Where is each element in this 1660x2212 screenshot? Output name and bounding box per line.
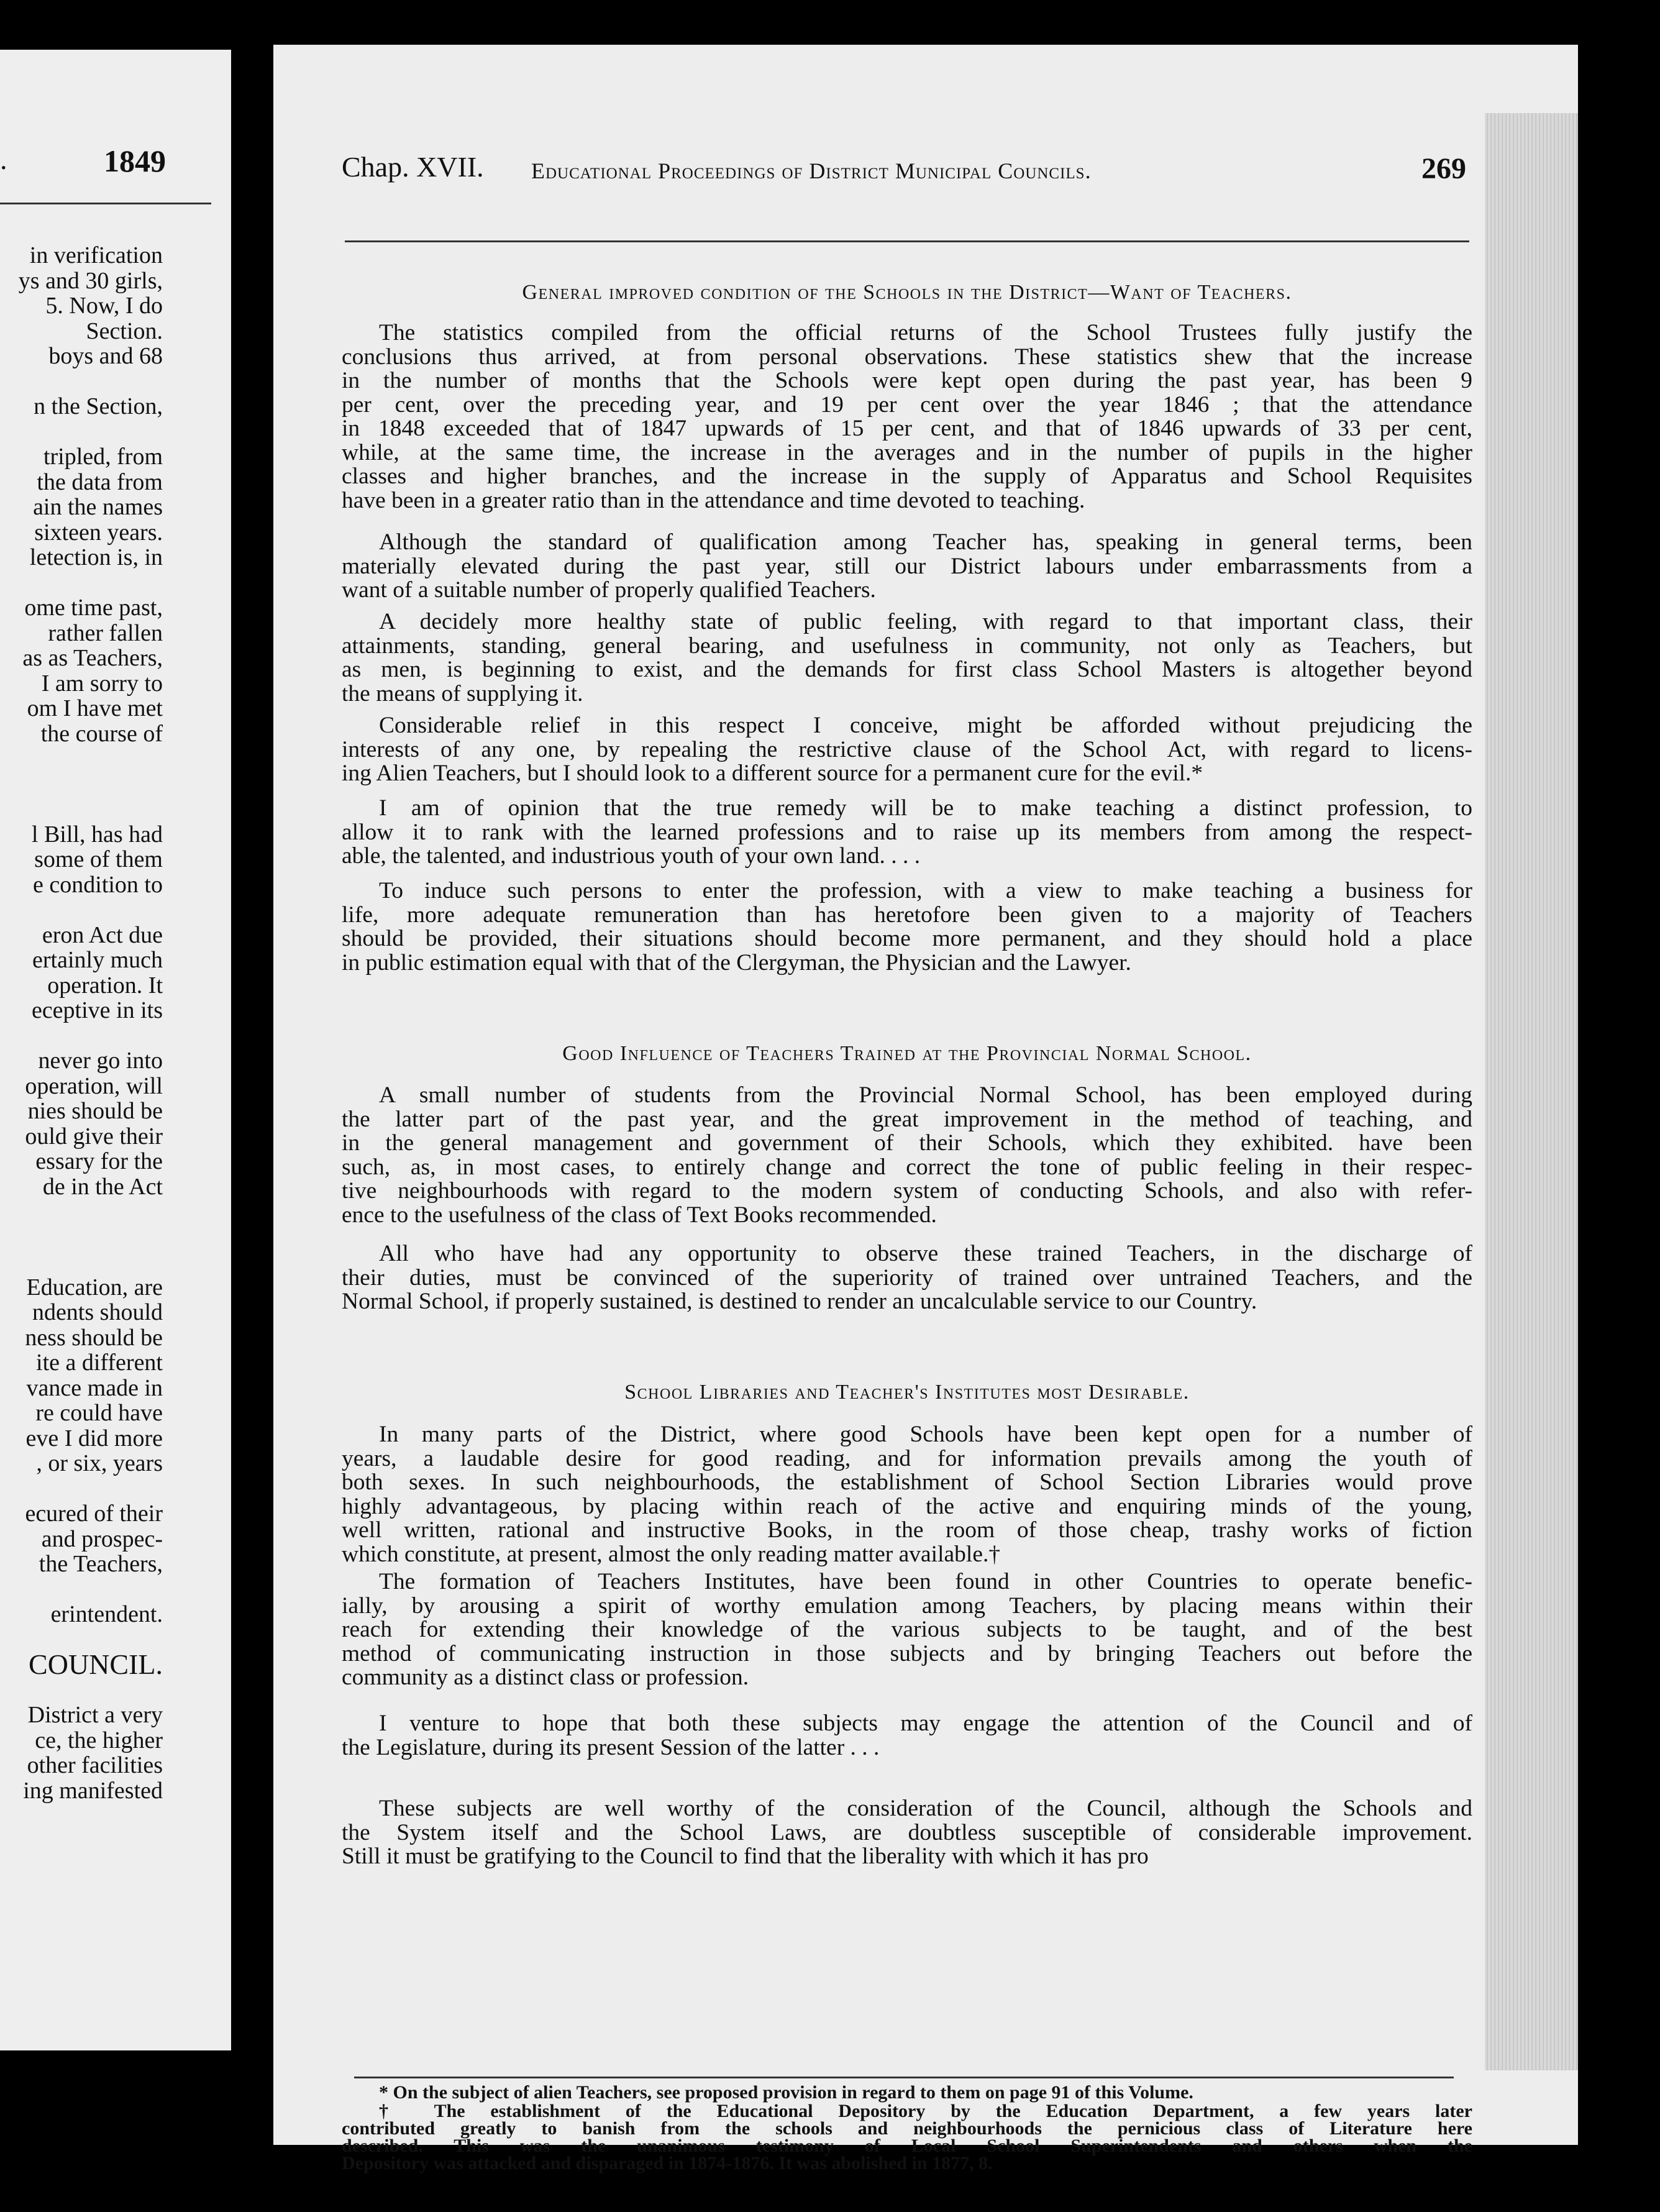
right-page — [273, 45, 1578, 2173]
paragraph — [342, 1570, 1472, 1690]
left-text-line: the course of — [40, 720, 163, 747]
paragraph-line: A decidely more healthy state of public feeling, with regard to that important class, their — [379, 609, 1472, 634]
footnote-rule — [354, 2077, 1454, 2078]
left-text-line: eve I did more — [25, 1425, 163, 1451]
left-text-line: ecured of their — [25, 1501, 163, 1527]
paragraph-line: reach for extending their knowledge of the various subjects to be taught, and of the best — [342, 1617, 1472, 1642]
paragraph — [342, 610, 1472, 706]
left-text-line: e condition to — [33, 871, 163, 898]
section-heading: Good Influence of Teachers Trained at the Provincial Normal School. — [562, 1042, 1252, 1065]
left-text-line: essary for the — [35, 1148, 163, 1174]
paragraph-line: Considerable relief in this respect I conceive, might be afforded without prejudicing the — [379, 713, 1472, 738]
left-text-line: ys and 30 girls, — [18, 267, 163, 294]
left-text-line: I am sorry to — [41, 670, 163, 697]
footnote-line: contributed greatly to banish from the schools and neighbourhoods the pernicious class of Literature here — [342, 2118, 1472, 2139]
paragraph-line: tive neighbourhoods with regard to the modern system of conducting Schools, and also with refer- — [342, 1178, 1472, 1204]
paragraph-line: years, a laudable desire for good reading, and for information prevails among the youth of — [342, 1445, 1472, 1471]
paragraph-line: have been in a greater ratio than in the attendance and time devoted to teaching. — [342, 487, 1085, 513]
paragraph-line: in the general management and government of their Schools, which they exhibited. have been — [342, 1130, 1472, 1156]
paragraph — [342, 879, 1472, 975]
paragraph-line: The formation of Teachers Institutes, have been found in other Countries to operate benefic- — [379, 1569, 1472, 1594]
left-text-line: ness should be — [25, 1324, 163, 1351]
paragraph-line: such, as, in most cases, to entirely change and correct the tone of public feeling in their respec- — [342, 1154, 1472, 1180]
left-text-line: Section. — [86, 318, 163, 344]
footnote-line: Depository was attacked and disparaged in 1874-1876. It was abolished in 1877, 8. — [342, 2153, 993, 2173]
page-edges — [1485, 113, 1578, 2070]
left-text-line: nies should be — [27, 1098, 163, 1124]
left-text-line: 5. Now, I do — [45, 293, 163, 319]
paragraph-line: able, the talented, and industrious youth of your own land. . . . — [342, 843, 921, 869]
left-text-line: n the Section, — [34, 393, 163, 419]
left-text-line: the Teachers, — [39, 1551, 163, 1577]
paragraph-line: I venture to hope that both these subjects may engage the attention of the Council and of — [379, 1711, 1472, 1736]
footnote-line: * On the subject of alien Teachers, see proposed provision in regard to them on page 91 of this Volume. — [379, 2082, 1193, 2103]
left-text-line: some of them — [34, 846, 163, 872]
footnote-line: † The establishment of the Educational Depository by the Education Department, a few years later — [379, 2101, 1472, 2121]
left-text-line: never go into — [38, 1048, 163, 1074]
paragraph-line: the System itself and the School Laws, are doubtless susceptible of considerable improvement. — [342, 1819, 1472, 1845]
paragraph-line: The statistics compiled from the official returns of the School Trustees fully justify the — [379, 320, 1472, 345]
left-text-line: operation, will — [25, 1072, 163, 1099]
paragraph — [342, 1423, 1472, 1566]
paragraph — [342, 714, 1472, 786]
section-heading: School Libraries and Teacher's Institutes most Desirable. — [624, 1381, 1190, 1404]
left-text-line: om I have met — [27, 695, 163, 721]
paragraph-line: These subjects are well worthy of the consideration of the Council, although the Schools and — [379, 1796, 1472, 1821]
paragraph-line: as men, is beginning to exist, and the demands for first class School Masters is altogether beyond — [342, 657, 1472, 682]
paragraph-line: their duties, must be convinced of the superiority of trained over untrained Teachers, and the — [342, 1264, 1472, 1291]
left-text-line: ite a different — [36, 1350, 163, 1376]
left-text-line: in verification — [29, 242, 163, 268]
paragraph-line: A small number of students from the Provincial Normal School, has been employed during — [379, 1082, 1472, 1108]
paragraph-line: ence to the usefulness of the class of Text Books recommended. — [342, 1202, 937, 1228]
page-number: 269 — [1421, 152, 1466, 185]
paragraph-line: in public estimation equal with that of the Clergyman, the Physician and the Lawyer. — [342, 949, 1131, 976]
paragraph-line: which constitute, at present, almost the only reading matter available.† — [342, 1541, 1001, 1567]
paragraph-line: In many parts of the District, where good Schools have been kept open for a number of — [379, 1422, 1472, 1447]
footnote — [342, 2103, 1472, 2172]
left-text-line: erintendent. — [50, 1601, 163, 1627]
paragraph-line: while, at the same time, the increase in the averages and in the number of pupils in the higher — [342, 439, 1472, 465]
paragraph-line: ially, by arousing a spirit of worthy emulation among Teachers, by placing means within their — [342, 1593, 1472, 1619]
left-text-line: ndents should — [32, 1299, 163, 1325]
left-text-line: District a very — [27, 1702, 163, 1728]
running-title: Educational Proceedings of District Municipal Councils. — [531, 158, 1092, 183]
paragraph — [342, 1242, 1472, 1314]
left-text-line: ome time past, — [24, 595, 163, 621]
paragraph-line: All who have had any opportunity to observe these trained Teachers, in the discharge of — [379, 1241, 1472, 1266]
footnote-line: described. This was the unanimous testimony of Local School Superintendents and others when the — [342, 2136, 1472, 2156]
paragraph-line: conclusions thus arrived, at from personal observations. These statistics shew that the increase — [342, 344, 1472, 370]
paragraph — [342, 1084, 1472, 1227]
paragraph — [342, 1712, 1472, 1760]
book-gutter — [231, 0, 275, 2212]
left-text-line: ain the names — [33, 494, 163, 520]
left-text-line: ce, the higher — [35, 1727, 163, 1753]
paragraph-line: both sexes. In such neighbourhoods, the establishment of School Section Libraries would prove — [342, 1469, 1472, 1495]
left-text-line: rather fallen — [48, 619, 163, 646]
paragraph-line: community as a distinct class or profession. — [342, 1665, 749, 1690]
paragraph-line: attainments, standing, general bearing, and usefulness in community, not only as Teachers, but — [342, 633, 1472, 659]
paragraph-line: well written, rational and instructive Books, in the room of those cheap, trashy works of fiction — [342, 1517, 1472, 1543]
left-text-line: boys and 68 — [48, 343, 163, 369]
paragraph — [342, 797, 1472, 869]
left-text-line: letection is, in — [29, 544, 163, 570]
left-text-line: ing manifested — [23, 1777, 163, 1804]
left-text-line: l Bill, has had — [31, 821, 163, 848]
left-text-line: eceptive in its — [31, 997, 163, 1023]
paragraph-line: To induce such persons to enter the profession, with a view to make teaching a business for — [379, 878, 1472, 903]
left-text-line: as as Teachers, — [22, 645, 163, 671]
left-text-line: ould give their — [25, 1123, 163, 1149]
paragraph — [342, 321, 1472, 513]
paragraph-line: Still it must be gratifying to the Council to find that the liberality with which it has pro — [342, 1844, 1149, 1869]
left-text-line: , or six, years — [36, 1450, 163, 1476]
paragraph-line: highly advantageous, by placing within reach of the active and enquiring minds of the young, — [342, 1493, 1472, 1519]
footnote — [342, 2084, 1472, 2101]
left-header-year: 1849 — [104, 144, 166, 178]
chapter-label: Chap. XVII. — [342, 151, 484, 183]
running-header — [342, 150, 1472, 194]
paragraph-line: interests of any one, by repealing the restrictive clause of the School Act, with regard to licens- — [342, 736, 1472, 762]
left-text-line: and prospec- — [41, 1525, 163, 1552]
paragraph-line: in 1848 exceeded that of 1847 upwards of 15 per cent, and that of 1846 upwards of 33 per cent, — [342, 416, 1472, 441]
paragraph-line: allow it to rank with the learned professions and to raise up its members from among the respect- — [342, 819, 1472, 845]
left-text-line: Education, are — [26, 1274, 163, 1300]
header-rule — [345, 240, 1469, 242]
left-text-line: the data from — [37, 468, 163, 495]
paragraph-line: classes and higher branches, and the increase in the supply of Apparatus and School Requisites — [342, 464, 1472, 489]
left-text-line: COUNCIL. — [29, 1648, 163, 1680]
paragraph — [342, 1797, 1472, 1869]
paragraph-line: per cent, over the preceding year, and 19 per cent over the year 1846 ; that the attendance — [342, 391, 1472, 418]
paragraph-line: the latter part of the past year, and the great improvement in the method of teaching, and — [342, 1106, 1472, 1132]
left-header-rule — [0, 203, 211, 204]
left-text-line: operation. It — [47, 972, 163, 999]
paragraph-line: Normal School, if properly sustained, is destined to render an uncalculable service to our Country. — [342, 1289, 1257, 1314]
left-text-line: ertainly much — [32, 947, 163, 973]
paragraph-line: in the number of months that the Schools were kept open during the past year, has been 9 — [342, 368, 1472, 393]
paragraph-line: should be provided, their situations should become more permanent, and they should hold a place — [342, 926, 1472, 951]
section-heading: General improved condition of the Schools in the District—Want of Teachers. — [522, 281, 1292, 304]
left-text-line: sixteen years. — [34, 519, 163, 546]
left-text-line: vance made in — [26, 1374, 163, 1401]
paragraph — [342, 531, 1472, 603]
paragraph-line: the Legislature, during its present Session of the latter . . . — [342, 1734, 880, 1760]
paragraph-line: I am of opinion that the true remedy will be to make teaching a distinct profession, to — [379, 795, 1472, 821]
left-text-line: tripled, from — [43, 444, 163, 470]
paragraph-line: Although the standard of qualification among Teacher has, speaking in general terms, been — [379, 529, 1472, 555]
paragraph-line: life, more adequate remuneration than has heretofore been given to a majority of Teachers — [342, 902, 1472, 928]
left-text-line: de in the Act — [42, 1173, 163, 1200]
paragraph-line: want of a suitable number of properly qualified Teachers. — [342, 577, 876, 603]
paragraph-line: the means of supplying it. — [342, 680, 583, 706]
left-text-line: re could have — [35, 1400, 163, 1426]
paragraph-line: ing Alien Teachers, but I should look to a different source for a permanent cure for the evil.* — [342, 761, 1203, 786]
left-text-line: eron Act due — [42, 921, 163, 948]
left-header-fragment: . — [0, 144, 7, 175]
left-page — [0, 50, 231, 2050]
paragraph-line: method of communicating instruction in those subjects and by bringing Teachers out before the — [342, 1640, 1472, 1666]
paragraph-line: materially elevated during the past year, still our District labours under embarrassments from a — [342, 553, 1472, 579]
left-text-line: other facilities — [27, 1752, 163, 1778]
